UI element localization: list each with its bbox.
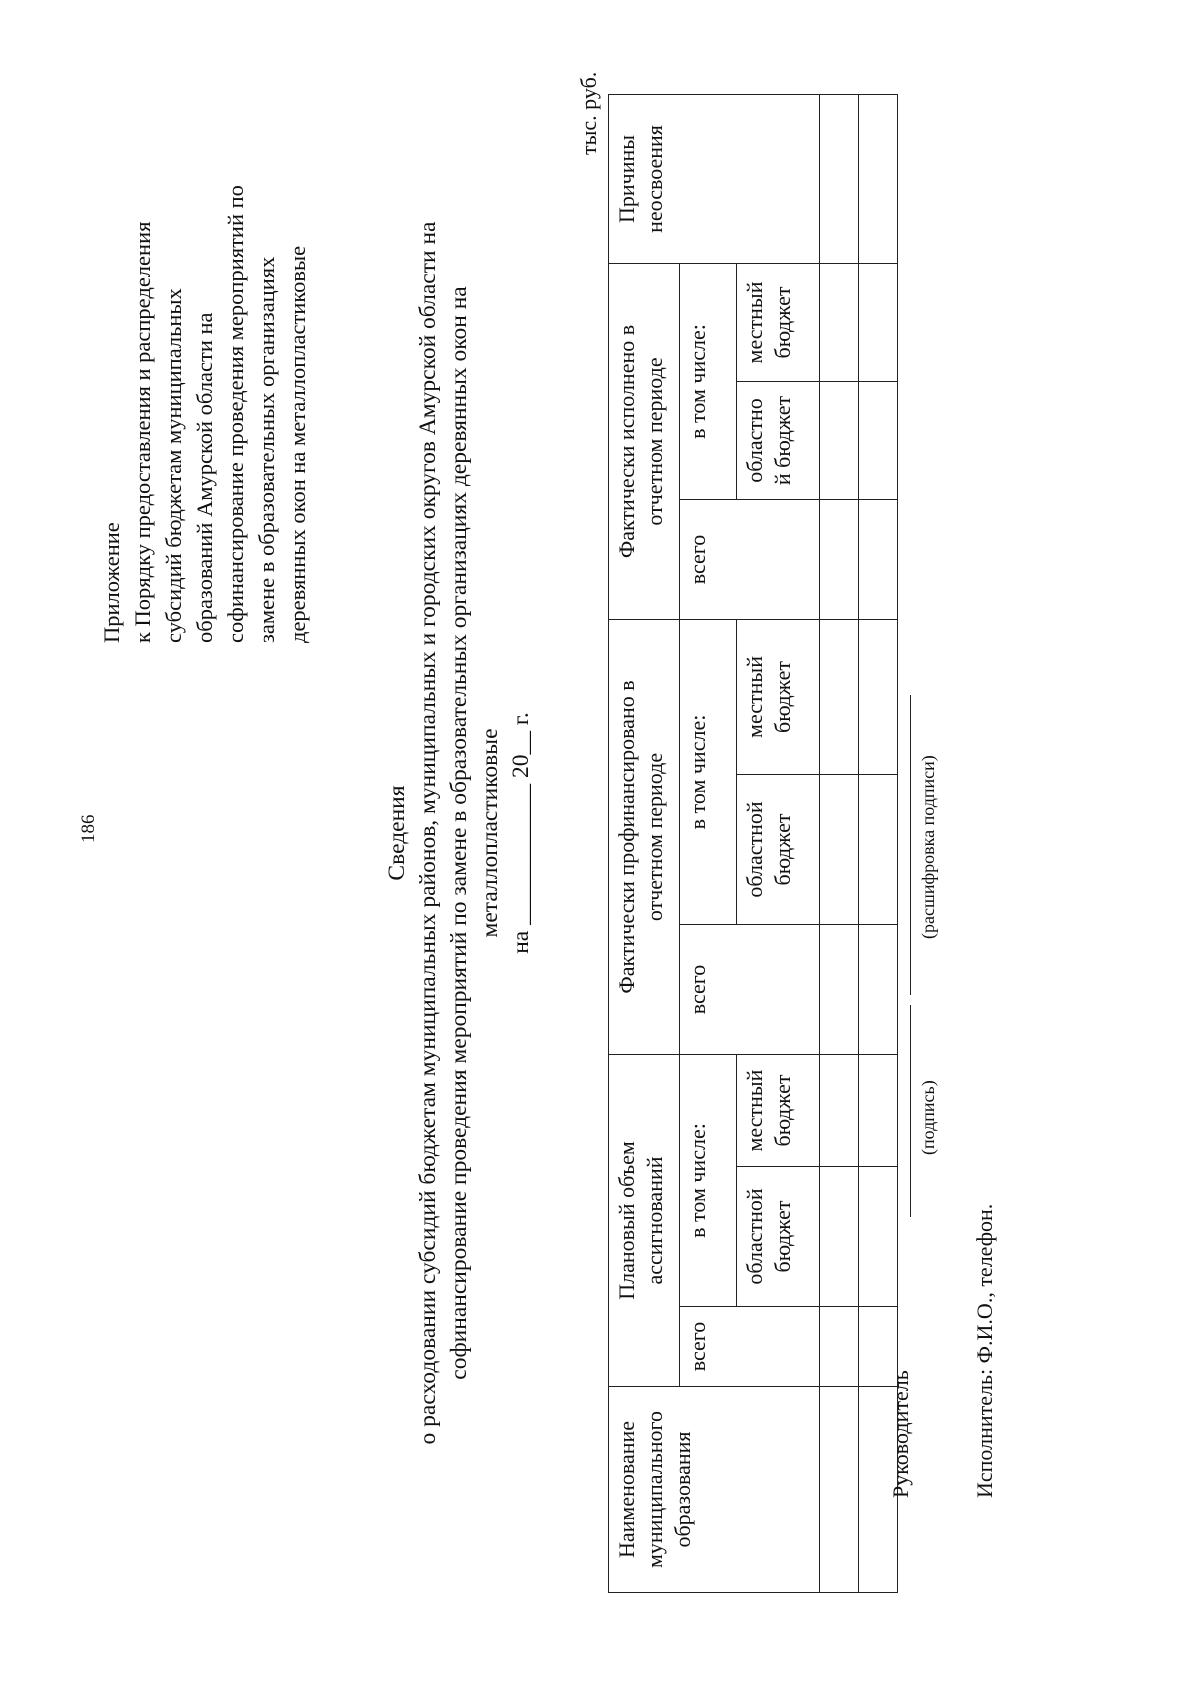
appendix-line: софинансирование проведения мероприятий по bbox=[223, 185, 248, 643]
appendix-line: Приложение bbox=[99, 522, 124, 643]
head-label: Руководитель bbox=[888, 1370, 913, 1498]
header-local-executed bbox=[737, 263, 820, 381]
header-regional-line: областно bbox=[742, 398, 767, 483]
header-financed-line: отчетном периоде bbox=[642, 752, 667, 922]
table-cell bbox=[820, 1167, 859, 1307]
table-cell bbox=[859, 1055, 898, 1167]
date-suffix: г. bbox=[508, 712, 534, 726]
header-reasons-line: Причины bbox=[614, 134, 639, 224]
header-reasons-line: неосвоения bbox=[642, 125, 667, 233]
date-blank: ____________ bbox=[508, 783, 534, 925]
header-municipality bbox=[609, 1387, 820, 1593]
table-cell bbox=[820, 775, 859, 925]
header-total-executed: всего bbox=[680, 499, 820, 619]
appendix-line: деревянных окон на металлопластиковые bbox=[285, 245, 310, 643]
table-cell bbox=[859, 381, 898, 499]
header-regional-line: областной bbox=[742, 801, 767, 898]
table-cell bbox=[820, 263, 859, 381]
header-incl-financed: в том числе: bbox=[680, 619, 737, 924]
table-cell bbox=[820, 925, 859, 1055]
header-financed-line: Фактически профинансировано в bbox=[614, 680, 639, 994]
header-regional-executed bbox=[737, 381, 820, 499]
header-local-line: местный bbox=[742, 1069, 767, 1152]
table-cell bbox=[859, 94, 898, 263]
appendix-line: образований Амурской области на bbox=[192, 312, 217, 643]
header-regional-line: бюджет bbox=[770, 813, 795, 886]
signature-line bbox=[910, 1005, 911, 1217]
header-regional-planned bbox=[737, 1167, 820, 1307]
table-row bbox=[859, 94, 898, 1592]
header-total-planned: всего bbox=[680, 1307, 820, 1387]
decode-line bbox=[910, 695, 911, 995]
table-cell bbox=[859, 925, 898, 1055]
header-executed-line: Фактически исполнено в bbox=[614, 324, 639, 559]
title-line: о расходовании субсидий бюджетам муниципальных районов, муниципальных и городских округов Амурской области на bbox=[415, 221, 441, 1445]
header-regional-line: областной bbox=[742, 1188, 767, 1285]
date-prefix: на bbox=[508, 930, 534, 954]
appendix-line: к Порядку предоставления и распределения bbox=[130, 221, 155, 643]
table-cell bbox=[820, 381, 859, 499]
header-incl-planned: в том числе: bbox=[680, 1055, 737, 1307]
header-regional-line: й бюджет bbox=[770, 395, 795, 486]
header-planned-line: Плановый объем bbox=[614, 1141, 639, 1300]
table-cell bbox=[820, 499, 859, 619]
title-line: металлопластиковые bbox=[477, 728, 503, 938]
document-title bbox=[382, 203, 537, 1463]
header-regional-financed bbox=[737, 775, 820, 925]
table-cell bbox=[820, 94, 859, 263]
report-date bbox=[506, 203, 537, 1463]
header-local-financed bbox=[737, 619, 820, 774]
expenditure-table bbox=[608, 94, 898, 1593]
table-cell bbox=[820, 1055, 859, 1167]
header-municipality-line: образования bbox=[670, 1431, 695, 1548]
header-financed bbox=[609, 619, 680, 1054]
header-planned bbox=[609, 1055, 680, 1387]
table-cell bbox=[820, 1387, 859, 1593]
header-local-line: бюджет bbox=[770, 286, 795, 359]
header-local-line: местный bbox=[742, 281, 767, 364]
header-local-line: местный bbox=[742, 656, 767, 738]
header-local-line: бюджет bbox=[770, 1074, 795, 1147]
table-row bbox=[820, 94, 859, 1592]
decode-caption: (расшифровка подписи) bbox=[918, 755, 938, 939]
table-cell bbox=[859, 775, 898, 925]
header-local-planned bbox=[737, 1055, 820, 1167]
table-cell bbox=[859, 1167, 898, 1307]
table-cell bbox=[859, 499, 898, 619]
title-heading: Сведения bbox=[384, 785, 410, 881]
executor-line: Исполнитель: Ф.И.О., телефон. bbox=[972, 1203, 997, 1498]
header-incl-executed: в том числе: bbox=[680, 263, 737, 499]
header-municipality-line: муниципального bbox=[642, 1411, 667, 1569]
header-planned-line: ассигнований bbox=[642, 1156, 667, 1285]
title-line: софинансирование проведения мероприятий по замене в образовательных организациях деревянных окон на bbox=[446, 286, 472, 1380]
page-number: 186 bbox=[78, 814, 99, 843]
header-regional-line: бюджет bbox=[770, 1200, 795, 1273]
table-cell bbox=[820, 619, 859, 774]
header-executed-line: отчетном периоде bbox=[642, 357, 667, 526]
header-total-financed: всего bbox=[680, 925, 820, 1055]
header-reasons bbox=[609, 94, 820, 263]
appendix-line: субсидий бюджетам муниципальных bbox=[161, 288, 186, 643]
unit-label: тыс. руб. bbox=[576, 71, 601, 155]
table-cell bbox=[820, 1307, 859, 1387]
header-local-line: бюджет bbox=[770, 661, 795, 733]
table-cell bbox=[859, 619, 898, 774]
header-executed bbox=[609, 263, 680, 619]
table-cell bbox=[859, 263, 898, 381]
signature-caption: (подпись) bbox=[918, 1080, 938, 1155]
appendix-block bbox=[96, 103, 313, 643]
date-year: 20__ bbox=[508, 731, 534, 778]
appendix-line: замене в образовательных организациях bbox=[254, 256, 279, 643]
header-municipality-line: Наименование bbox=[614, 1420, 639, 1559]
